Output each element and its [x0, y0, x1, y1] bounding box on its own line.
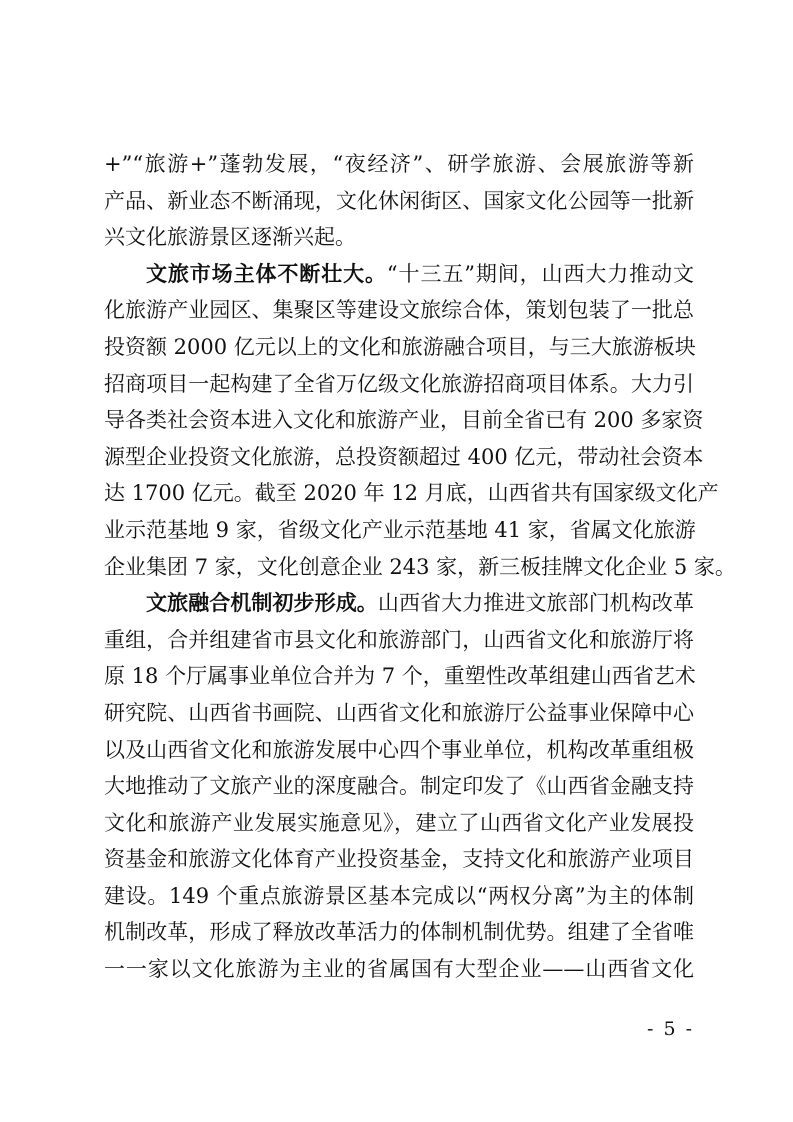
text-line: 文化和旅游产业发展实施意见》，建立了山西省文化产业发展投 [104, 810, 694, 835]
text-line: 招商项目一起构建了全省万亿级文化旅游招商项目体系。大力引 [104, 371, 694, 396]
text-line: 以及山西省文化和旅游发展中心四个事业单位，机构改革重组极 [104, 737, 694, 762]
text-line: 产品、新业态不断涌现，文化休闲街区、国家文化公园等一批新 [104, 188, 694, 213]
text-line: 投资额 2000 亿元以上的文化和旅游融合项目，与三大旅游板块 [104, 334, 696, 359]
text-line: 一一家以文化旅游为主业的省属国有大型企业——山西省文化 [104, 957, 694, 982]
text-line: 原 18 个厅属事业单位合并为 7 个，重塑性改革组建山西省艺术 [104, 664, 696, 689]
document-body [104, 146, 736, 988]
text-line: 大地推动了文旅产业的深度融合。制定印发了《山西省金融支持 [104, 774, 694, 799]
text-line: 源型企业投资文化旅游，总投资额超过 400 亿元，带动社会资本 [104, 444, 704, 469]
text-line: 资基金和旅游文化体育产业投资基金，支持文化和旅游产业项目 [104, 847, 694, 872]
text-line: 重组，合并组建省市县文化和旅游部门，山西省文化和旅游厅将 [104, 627, 694, 652]
text-run: “十三五”期间，山西大力推动文 [386, 261, 694, 286]
page-number: - 5 - [646, 1018, 694, 1040]
text-line: +”“旅游+”蓬勃发展，“夜经济”、研学旅游、会展旅游等新 [104, 152, 694, 176]
paragraph-first-line [104, 256, 694, 293]
section-heading: 文旅融合机制初步形成。 [146, 590, 378, 616]
text-line: 企业集团 7 家，文化创意企业 243 家，新三板挂牌文化企业 5 家。 [104, 554, 736, 579]
text-line: 研究院、山西省书画院、山西省文化和旅游厅公益事业保障中心 [104, 700, 694, 725]
text-line: 化旅游产业园区、集聚区等建设文旅综合体，策划包装了一批总 [104, 298, 694, 323]
text-line: 机制改革，形成了释放改革活力的体制机制优势。组建了全省唯 [104, 920, 694, 945]
paragraph-first-line [104, 585, 694, 622]
text-line: 建设。149 个重点旅游景区基本完成以“两权分离”为主的体制 [104, 883, 694, 908]
section-heading: 文旅市场主体不断壮大。 [146, 260, 387, 286]
text-run: 山西省大力推进文旅部门机构改革 [377, 591, 695, 616]
text-line: 业示范基地 9 家，省级文化产业示范基地 41 家，省属文化旅游 [104, 517, 696, 542]
text-line: 达 1700 亿元。截至 2020 年 12 月底，山西省共有国家级文化产 [104, 481, 719, 506]
text-line: 导各类社会资本进入文化和旅游产业，目前全省已有 200 多家资 [104, 408, 704, 433]
text-line: 兴文化旅游景区逐渐兴起。 [104, 225, 356, 250]
